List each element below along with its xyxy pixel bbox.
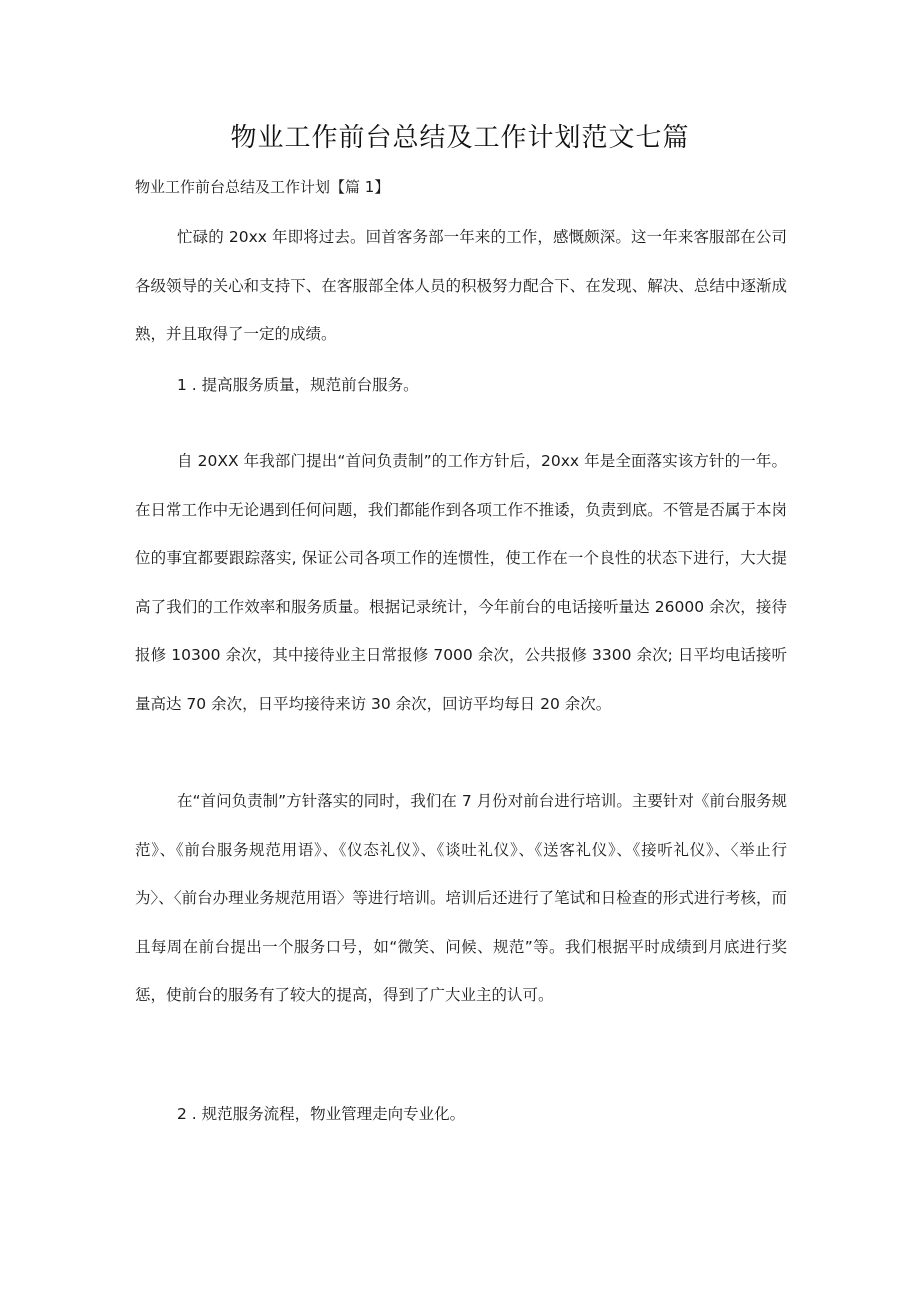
document-title: 物业工作前台总结及工作计划范文七篇 <box>230 123 690 153</box>
section-subtitle: 物业工作前台总结及工作计划【篇 1】 <box>135 178 390 196</box>
section-heading-1: 1 . 提高服务质量，规范前台服务。 <box>177 376 419 394</box>
section-heading-2: 2 . 规范服务流程，物业管理走向专业化。 <box>177 1105 466 1123</box>
paragraph-training: 在“首问负责制”方针落实的同时，我们在 7 月份对前台进行培训。主要针对《前台服务规范》、《前台服务规范用语》、《仪态礼仪》、《谈吐礼仪》、《送客礼仪》、《接听礼仪》、〈举止行为〉、〈前台办理业务规范用语〉等进行培训。培训后还进行了笔试和日检查的形式进行考核，而且每周在前台提出一个服务口号，如“微笑、问候、规范”等。我们根据平时成绩到月底进行奖惩，使前台的服务有了较大的提高，得到了广大业主的认可。 <box>135 792 787 1004</box>
paragraph-intro: 忙碌的 20xx 年即将过去。回首客务部一年来的工作，感慨颇深。这一年来客服部在公司各级领导的关心和支持下、在客服部全体人员的积极努力配合下、在发现、解决、总结中逐渐成熟，并且取得了一定的成绩。 <box>135 228 787 343</box>
paragraph-service-statistics: 自 20XX 年我部门提出“首问负责制”的工作方针后，20xx 年是全面落实该方针的一年。在日常工作中无论遇到任何问题，我们都能作到各项工作不推诿，负责到底。不管是否属于本岗位的事宜都要跟踪落实, 保证公司各项工作的连惯性，使工作在一个良性的状态下进行，大大提高了我们的工作效率和服务质量。根据记录统计，今年前台的电话接听量达 26000 余次，接待报修 10300 余次，其中接待业主日常报修 7000 余次，公共报修 3300 余次; 日平均电话接听量高达 70 余次，日平均接待来访 30 余次，回访平均每日 20 余次。 <box>135 452 787 713</box>
